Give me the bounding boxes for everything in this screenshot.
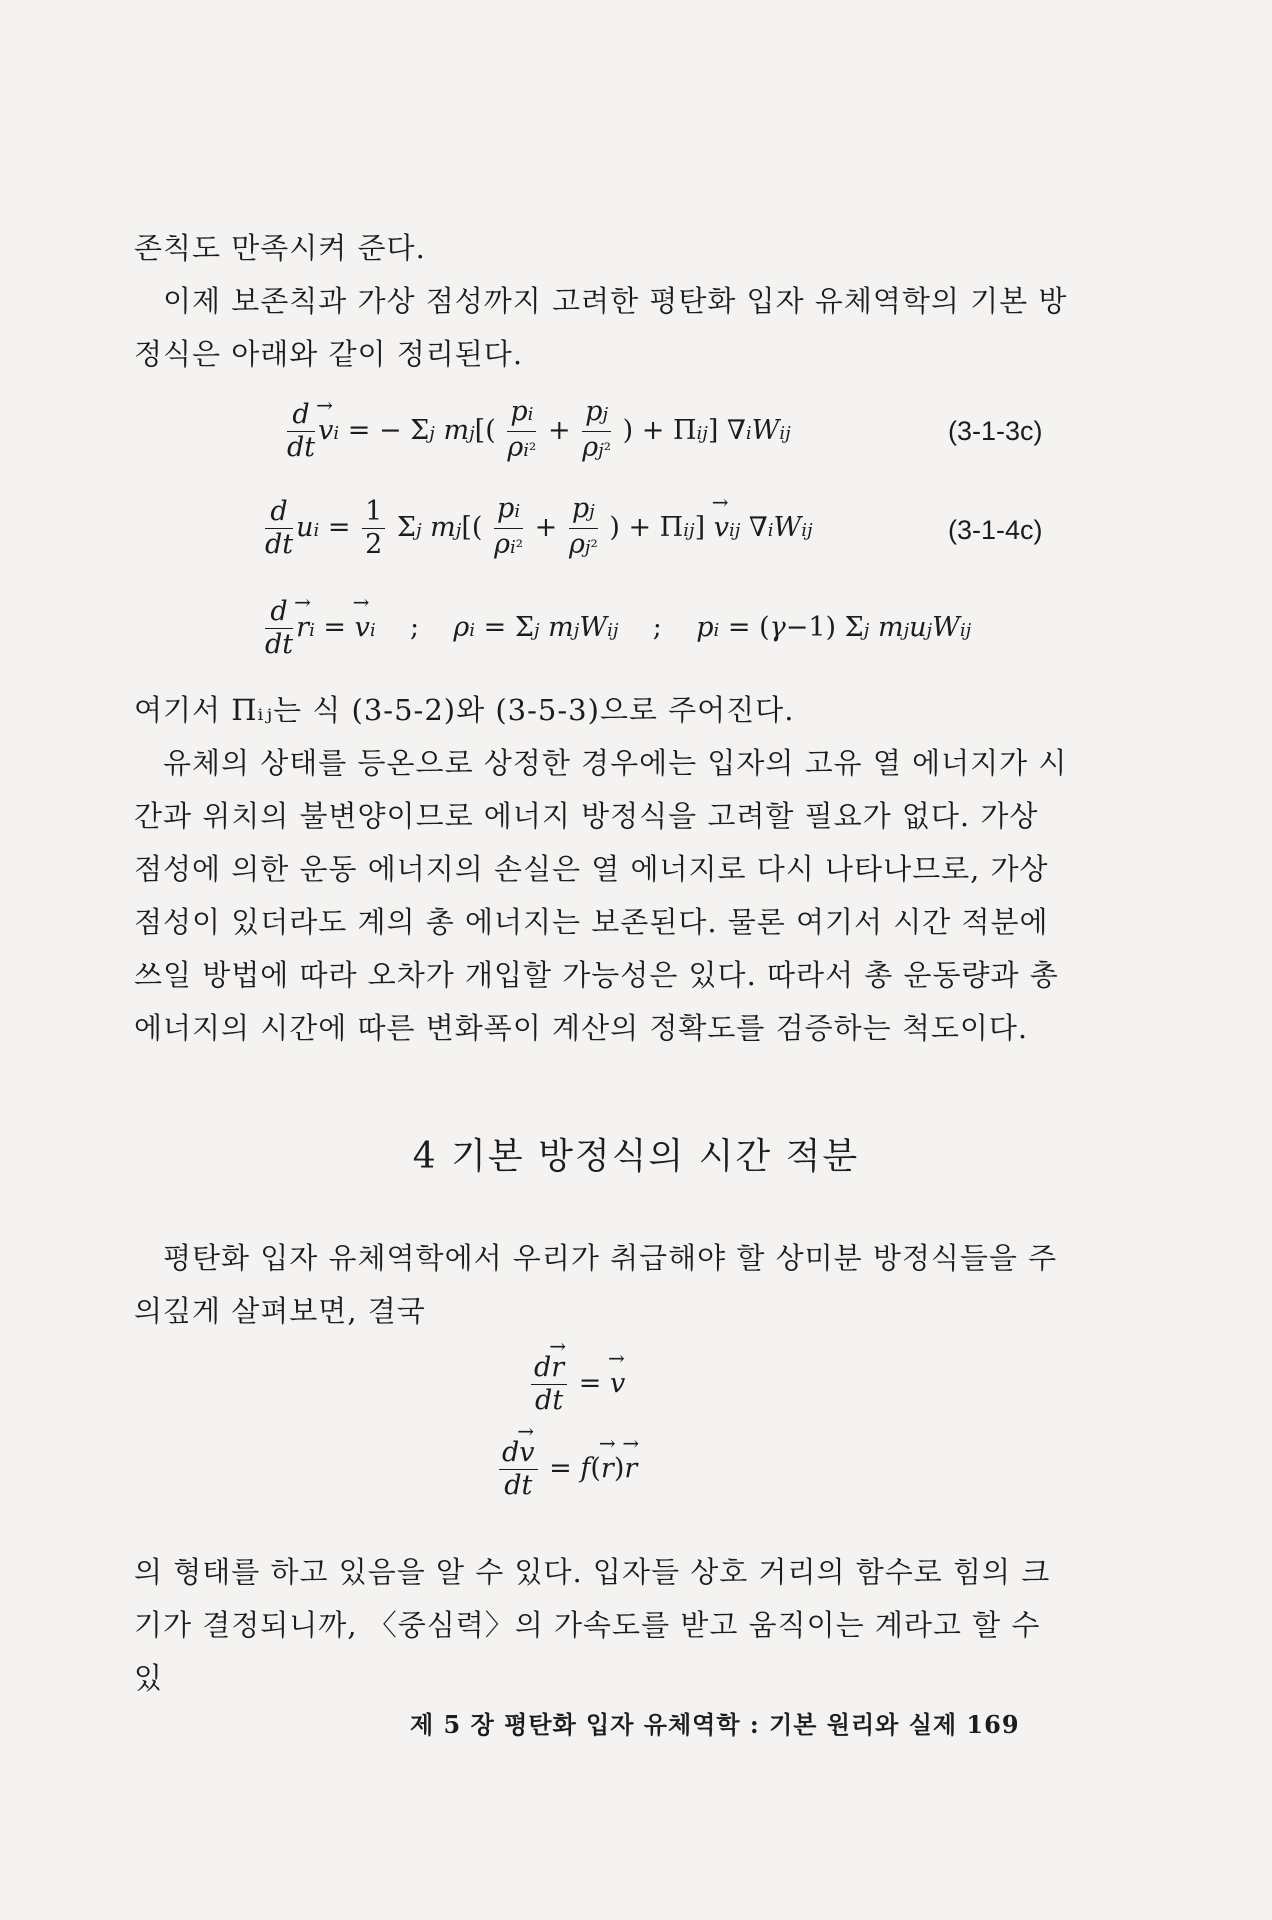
paragraph-1: 존칙도 만족시켜 준다. [134,231,426,265]
equation-velocity-ode: $\frac{dv \to}{dt}$ = f(r →)r → [496,1437,637,1502]
page-footer: 제 5 장 평탄화 입자 유체역학 : 기본 원리와 실제 169 [410,1710,1020,1739]
paragraph-3: 여기서 Πᵢⱼ는 식 (3-5-2)와 (3-5-3)으로 주어진다. [134,693,795,727]
paragraph-6: 의 형태를 하고 있음을 알 수 있다. 입자들 상호 거리의 함수로 힘의 크기가 결정되니까, 〈중심력〉의 가속도를 받고 움직이는 계라고 할 수 있 [134,1555,1051,1695]
section-heading: 4 기본 방정식의 시간 적분 [412,1136,860,1177]
paragraph-5: 평탄화 입자 유체역학에서 우리가 취급해야 할 상미분 방정식들을 주의깊게 살펴보면, 결국 [134,1241,1058,1328]
paragraph-2: 이제 보존칙과 가상 점성까지 고려한 평탄화 입자 유체역학의 기본 방정식은 아래와 같이 정리된다. [134,284,1068,371]
equation-3-1-3c: $\frac{d}{dt}$ v →i = − Σj mj[( $\frac{pi}{\text{ρi²}}$ + $\frac{pj}{\text{ρj²}}$ ) + Πij] ∇iWij [284,396,791,467]
paragraph-4: 유체의 상태를 등온으로 상정한 경우에는 입자의 고유 열 에너지가 시간과 위치의 불변양이므로 에너지 방정식을 고려할 필요가 없다. 가상 점성에 의한 운동 에너지의 손실은 열 에너지로 다시 나타나므로, 가상 점성이 있더라도 계의 총 에너지는 보존된다. 물론 여기서 시간 적분에 쓰일 방법에 따라 오차가 개입할 가능성은 있다. 따라서 총 운동량과 총 에너지의 시간에 따른 변화폭이 계산의 정확도를 검증하는 척도이다. [134,746,1068,1045]
equation-number-2: (3-1-4c) [948,515,1043,545]
equation-position-ode: $\frac{dr \to}{dt}$ = v → [528,1352,625,1417]
equation-3-1-4c: $\frac{d}{dt}$ ui = $\frac{1}{2}$ Σj mj[( $\frac{pi}{\text{ρi²}}$ + $\frac{pj}{\text{ρj²}}$ ) + Πij] v →ij ∇iWij [262,493,813,564]
equation-number-1: (3-1-3c) [948,416,1043,446]
equation-continuity: $\frac{d}{dt}$ r →i = v →i ; ρi = Σj mjWij ; pi = (γ−1) Σj mjujWij [262,596,971,661]
